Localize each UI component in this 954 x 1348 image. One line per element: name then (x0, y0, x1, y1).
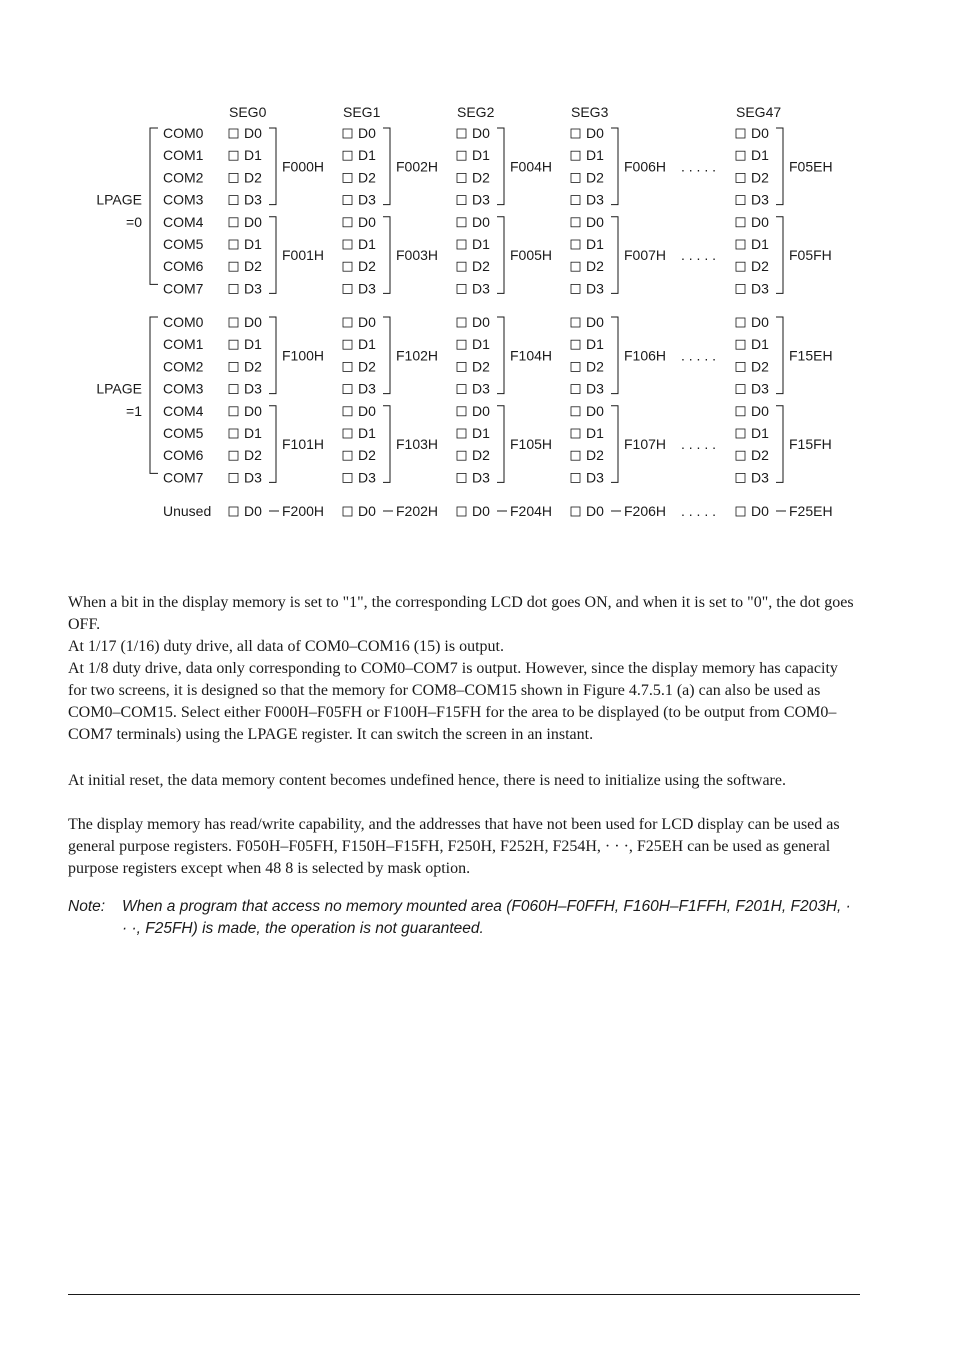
bit-label: D2 (586, 358, 604, 375)
bit-cell-box (457, 429, 466, 438)
nibble-bracket (383, 128, 390, 205)
address-label: F003H (396, 247, 439, 264)
bit-label: D3 (358, 280, 376, 297)
bit-cell-box (229, 362, 238, 371)
bit-cell-box (457, 284, 466, 293)
address-label: F006H (624, 158, 667, 175)
bit-label: D2 (244, 358, 262, 375)
bit-cell-box (229, 340, 238, 349)
nibble-bracket (776, 217, 783, 294)
com-label: COM4 (163, 402, 204, 419)
bit-cell-box (457, 507, 466, 516)
bit-cell-box (571, 240, 580, 249)
bit-label: D2 (586, 447, 604, 464)
bit-label: D0 (751, 314, 769, 330)
com-label: COM5 (163, 425, 204, 441)
bit-label: D2 (244, 447, 262, 464)
bit-cell-box (571, 507, 580, 516)
address-label: F105H (510, 436, 553, 453)
bit-label: D2 (751, 358, 769, 375)
nibble-bracket (497, 217, 504, 294)
paragraph-read-write: The display memory has read/write capability, and the addresses that have not been used for LCD display can be used as general purpose registers. F050H–F05FH, F150H–F15FH, F250H, F252H, F254H, · · ·, F25EH can be used as general purpose registers except when 48 8 is selected by mask option. (68, 816, 840, 877)
bit-cell-box (571, 473, 580, 482)
bit-cell-box (736, 240, 745, 249)
segment-header: SEG0 (229, 104, 267, 120)
address-label: F000H (282, 158, 325, 175)
bit-label: D0 (244, 125, 262, 141)
nibble-bracket (611, 128, 618, 205)
bit-cell-box (343, 385, 352, 394)
ellipsis-label: . . . . . (681, 436, 717, 453)
segment-header: SEG2 (457, 104, 495, 120)
paragraph-dot-on-off: When a bit in the display memory is set to "1", the corresponding LCD dot goes ON, and when it is set to "0", the dot goes OFF. (68, 594, 854, 633)
bit-cell-box (736, 262, 745, 271)
bit-label: D1 (586, 425, 604, 441)
bit-label: D0 (244, 503, 262, 519)
bit-cell-box (229, 240, 238, 249)
bit-label: D1 (358, 236, 376, 252)
address-label: F004H (510, 158, 553, 175)
bit-cell-box (457, 240, 466, 249)
segment-header: SEG47 (736, 104, 782, 120)
com-label: COM7 (163, 469, 204, 486)
bit-label: D1 (472, 236, 490, 252)
ellipsis-label: . . . . . (681, 247, 717, 264)
bit-cell-box (736, 173, 745, 182)
bit-label: D3 (244, 380, 262, 397)
com-label: COM0 (163, 314, 204, 330)
bit-cell-box (736, 151, 745, 160)
bit-cell-box (343, 173, 352, 182)
bit-label: D0 (358, 402, 376, 419)
bit-label: D3 (751, 191, 769, 208)
lpage-label: LPAGE (96, 191, 142, 208)
lpage-label: LPAGE (96, 380, 142, 397)
address-label: F103H (396, 436, 439, 453)
unused-address-label: F202H (396, 503, 439, 519)
bit-label: D1 (472, 336, 490, 353)
bit-cell-box (343, 407, 352, 416)
bit-label: D0 (751, 503, 769, 519)
nibble-bracket (269, 217, 276, 294)
address-label: F102H (396, 347, 439, 364)
bit-cell-box (457, 385, 466, 394)
com-label: COM4 (163, 213, 204, 230)
segment-header: SEG3 (571, 104, 609, 120)
bit-label: D3 (586, 280, 604, 297)
nibble-bracket (611, 217, 618, 294)
bit-label: D0 (586, 314, 604, 330)
bit-label: D1 (358, 336, 376, 353)
bit-cell-box (736, 407, 745, 416)
bit-label: D2 (358, 258, 376, 275)
bit-label: D0 (358, 503, 376, 519)
unused-address-label: F206H (624, 503, 667, 519)
bit-label: D0 (586, 503, 604, 519)
bit-cell-box (736, 129, 745, 138)
segment-header: SEG1 (343, 104, 381, 120)
bit-label: D0 (472, 213, 490, 230)
bit-cell-box (571, 451, 580, 460)
bit-label: D0 (472, 314, 490, 330)
nibble-bracket (776, 317, 783, 394)
unused-address-label: F200H (282, 503, 325, 519)
bit-cell-box (229, 151, 238, 160)
bit-label: D1 (751, 425, 769, 441)
com-label: COM6 (163, 447, 204, 464)
bit-cell-box (229, 262, 238, 271)
lpage-value: =1 (126, 402, 142, 419)
bit-label: D0 (358, 314, 376, 330)
bit-cell-box (571, 318, 580, 327)
bit-cell-box (571, 129, 580, 138)
bit-label: D2 (586, 169, 604, 186)
bit-cell-box (343, 451, 352, 460)
bit-label: D1 (472, 425, 490, 441)
bit-label: D1 (244, 236, 262, 252)
bit-cell-box (457, 129, 466, 138)
bit-cell-box (736, 218, 745, 227)
bit-cell-box (571, 284, 580, 293)
bit-label: D0 (751, 402, 769, 419)
bit-cell-box (343, 318, 352, 327)
address-label: F05EH (789, 158, 833, 175)
bit-cell-box (457, 196, 466, 205)
bit-label: D3 (586, 380, 604, 397)
bit-label: D0 (244, 213, 262, 230)
bit-label: D1 (751, 236, 769, 252)
bit-cell-box (736, 473, 745, 482)
bit-label: D3 (244, 469, 262, 486)
com-label: COM2 (163, 358, 204, 375)
bit-cell-box (343, 429, 352, 438)
bit-cell-box (571, 340, 580, 349)
bit-cell-box (736, 362, 745, 371)
bit-label: D3 (472, 380, 490, 397)
paragraph-1-8-duty: At 1/8 duty drive, data only corresponding to COM0–COM7 is output. However, since the display memory has capacity for two screens, it is designed so that the memory for COM8–COM15 shown in Figure 4.7.5.1 (a) can also be used as COM0–COM15. Select either F000H–F05FH or F100H–F15FH for the area to be displayed (to be output from COM0–COM7 terminals) using the LPAGE register. It can switch the screen in an instant. (68, 660, 838, 743)
nibble-bracket (269, 317, 276, 394)
bit-cell-box (571, 173, 580, 182)
note-label: Note: (68, 898, 106, 915)
unused-address-label: F25EH (789, 503, 833, 519)
nibble-bracket (383, 317, 390, 394)
paragraph-1-17-duty: At 1/17 (1/16) duty drive, all data of COM0–COM16 (15) is output. (68, 638, 504, 655)
note-text: When a program that access no memory mounted area (F060H–F0FFH, F160H–F1FFH, F201H, F203H, · · ·, F25FH) is made, the operation is not guaranteed. (122, 898, 851, 937)
com-label: COM3 (163, 191, 204, 208)
bit-label: D2 (358, 169, 376, 186)
bit-cell-box (571, 362, 580, 371)
bit-label: D1 (586, 147, 604, 164)
bit-label: D1 (751, 147, 769, 164)
bit-cell-box (229, 284, 238, 293)
nibble-bracket (269, 128, 276, 205)
nibble-bracket (497, 128, 504, 205)
bit-label: D3 (586, 469, 604, 486)
bit-label: D2 (751, 169, 769, 186)
bit-cell-box (571, 218, 580, 227)
bit-cell-box (571, 385, 580, 394)
bit-cell-box (229, 451, 238, 460)
bit-label: D2 (244, 169, 262, 186)
bit-cell-box (229, 196, 238, 205)
bit-label: D0 (586, 125, 604, 141)
bit-cell-box (571, 407, 580, 416)
bit-label: D1 (358, 425, 376, 441)
bit-cell-box (229, 473, 238, 482)
bit-label: D0 (586, 402, 604, 419)
address-label: F101H (282, 436, 325, 453)
bit-cell-box (571, 196, 580, 205)
bit-label: D0 (586, 213, 604, 230)
bit-cell-box (229, 173, 238, 182)
address-label: F007H (624, 247, 667, 264)
bit-label: D0 (358, 213, 376, 230)
bit-label: D2 (472, 358, 490, 375)
bit-label: D0 (472, 125, 490, 141)
lpage-value: =0 (126, 213, 142, 230)
bit-label: D3 (586, 191, 604, 208)
bit-label: D2 (472, 169, 490, 186)
bit-label: D0 (244, 402, 262, 419)
nibble-bracket (776, 128, 783, 205)
address-label: F15EH (789, 347, 833, 364)
bit-cell-box (736, 507, 745, 516)
ellipsis-label: . . . . . (681, 158, 717, 175)
bit-cell-box (229, 429, 238, 438)
address-label: F05FH (789, 247, 832, 264)
bit-cell-box (343, 362, 352, 371)
bit-cell-box (457, 451, 466, 460)
bit-label: D2 (751, 258, 769, 275)
display-memory-map-diagram (0, 0, 954, 540)
bit-label: D0 (472, 402, 490, 419)
bit-cell-box (229, 129, 238, 138)
bit-cell-box (736, 340, 745, 349)
bit-cell-box (736, 429, 745, 438)
bit-label: D3 (358, 191, 376, 208)
nibble-bracket (776, 406, 783, 483)
bit-label: D3 (472, 191, 490, 208)
bit-cell-box (571, 262, 580, 271)
nibble-bracket (383, 406, 390, 483)
address-label: F002H (396, 158, 439, 175)
bit-cell-box (343, 151, 352, 160)
ellipsis-label: . . . . . (681, 347, 717, 364)
com-label: COM1 (163, 147, 204, 164)
nibble-bracket (497, 317, 504, 394)
bit-label: D3 (244, 280, 262, 297)
bit-label: D3 (472, 280, 490, 297)
bit-cell-box (343, 218, 352, 227)
bit-label: D1 (244, 147, 262, 164)
bit-label: D1 (472, 147, 490, 164)
bit-cell-box (457, 173, 466, 182)
bit-label: D3 (751, 280, 769, 297)
bit-label: D3 (358, 380, 376, 397)
bit-label: D2 (586, 258, 604, 275)
bit-cell-box (229, 218, 238, 227)
address-label: F005H (510, 247, 553, 264)
bit-label: D2 (358, 358, 376, 375)
com-group-bracket (150, 317, 158, 473)
nibble-bracket (611, 317, 618, 394)
ellipsis-label: . . . . . (681, 503, 717, 519)
bit-label: D2 (751, 447, 769, 464)
com-label: COM6 (163, 258, 204, 275)
bit-cell-box (343, 340, 352, 349)
com-label: COM0 (163, 125, 204, 141)
bit-label: D0 (358, 125, 376, 141)
bit-cell-box (229, 507, 238, 516)
address-label: F106H (624, 347, 667, 364)
bit-cell-box (229, 407, 238, 416)
bit-cell-box (343, 473, 352, 482)
bit-label: D1 (244, 336, 262, 353)
bit-cell-box (457, 340, 466, 349)
bit-label: D0 (751, 125, 769, 141)
bit-cell-box (457, 407, 466, 416)
bit-label: D0 (244, 314, 262, 330)
bit-cell-box (457, 318, 466, 327)
address-label: F100H (282, 347, 325, 364)
bit-cell-box (571, 151, 580, 160)
bit-cell-box (736, 318, 745, 327)
bit-cell-box (457, 218, 466, 227)
bit-cell-box (229, 385, 238, 394)
address-label: F001H (282, 247, 325, 264)
bit-cell-box (343, 196, 352, 205)
bit-cell-box (229, 318, 238, 327)
bit-cell-box (343, 262, 352, 271)
com-label: COM1 (163, 336, 204, 353)
bit-cell-box (343, 507, 352, 516)
bit-cell-box (457, 362, 466, 371)
bit-label: D1 (244, 425, 262, 441)
bit-cell-box (736, 385, 745, 394)
bit-cell-box (457, 473, 466, 482)
bit-cell-box (736, 284, 745, 293)
bit-label: D3 (751, 380, 769, 397)
bit-label: D1 (586, 236, 604, 252)
address-label: F107H (624, 436, 667, 453)
com-label: COM3 (163, 380, 204, 397)
unused-address-label: F204H (510, 503, 553, 519)
bit-cell-box (343, 240, 352, 249)
bit-label: D1 (586, 336, 604, 353)
bit-cell-box (571, 429, 580, 438)
address-label: F104H (510, 347, 553, 364)
bit-cell-box (343, 284, 352, 293)
bit-label: D2 (358, 447, 376, 464)
com-label: COM2 (163, 169, 204, 186)
bit-cell-box (343, 129, 352, 138)
bit-label: D3 (751, 469, 769, 486)
nibble-bracket (269, 406, 276, 483)
bit-label: D2 (472, 258, 490, 275)
bit-cell-box (457, 262, 466, 271)
bit-label: D2 (244, 258, 262, 275)
paragraph-initial-reset: At initial reset, the data memory content becomes undefined hence, there is need to initialize using the software. (68, 772, 786, 789)
bit-cell-box (736, 196, 745, 205)
bit-label: D3 (244, 191, 262, 208)
bit-label: D0 (472, 503, 490, 519)
bit-label: D3 (472, 469, 490, 486)
com-label: COM7 (163, 280, 204, 297)
com-group-bracket (150, 128, 158, 284)
bit-label: D0 (751, 213, 769, 230)
nibble-bracket (383, 217, 390, 294)
com-label: COM5 (163, 236, 204, 252)
unused-label: Unused (163, 503, 212, 519)
bit-label: D1 (358, 147, 376, 164)
footer-rule (68, 1294, 860, 1295)
address-label: F15FH (789, 436, 832, 453)
bit-label: D1 (751, 336, 769, 353)
bit-label: D2 (472, 447, 490, 464)
bit-cell-box (736, 451, 745, 460)
bit-label: D3 (358, 469, 376, 486)
bit-cell-box (457, 151, 466, 160)
nibble-bracket (497, 406, 504, 483)
nibble-bracket (611, 406, 618, 483)
